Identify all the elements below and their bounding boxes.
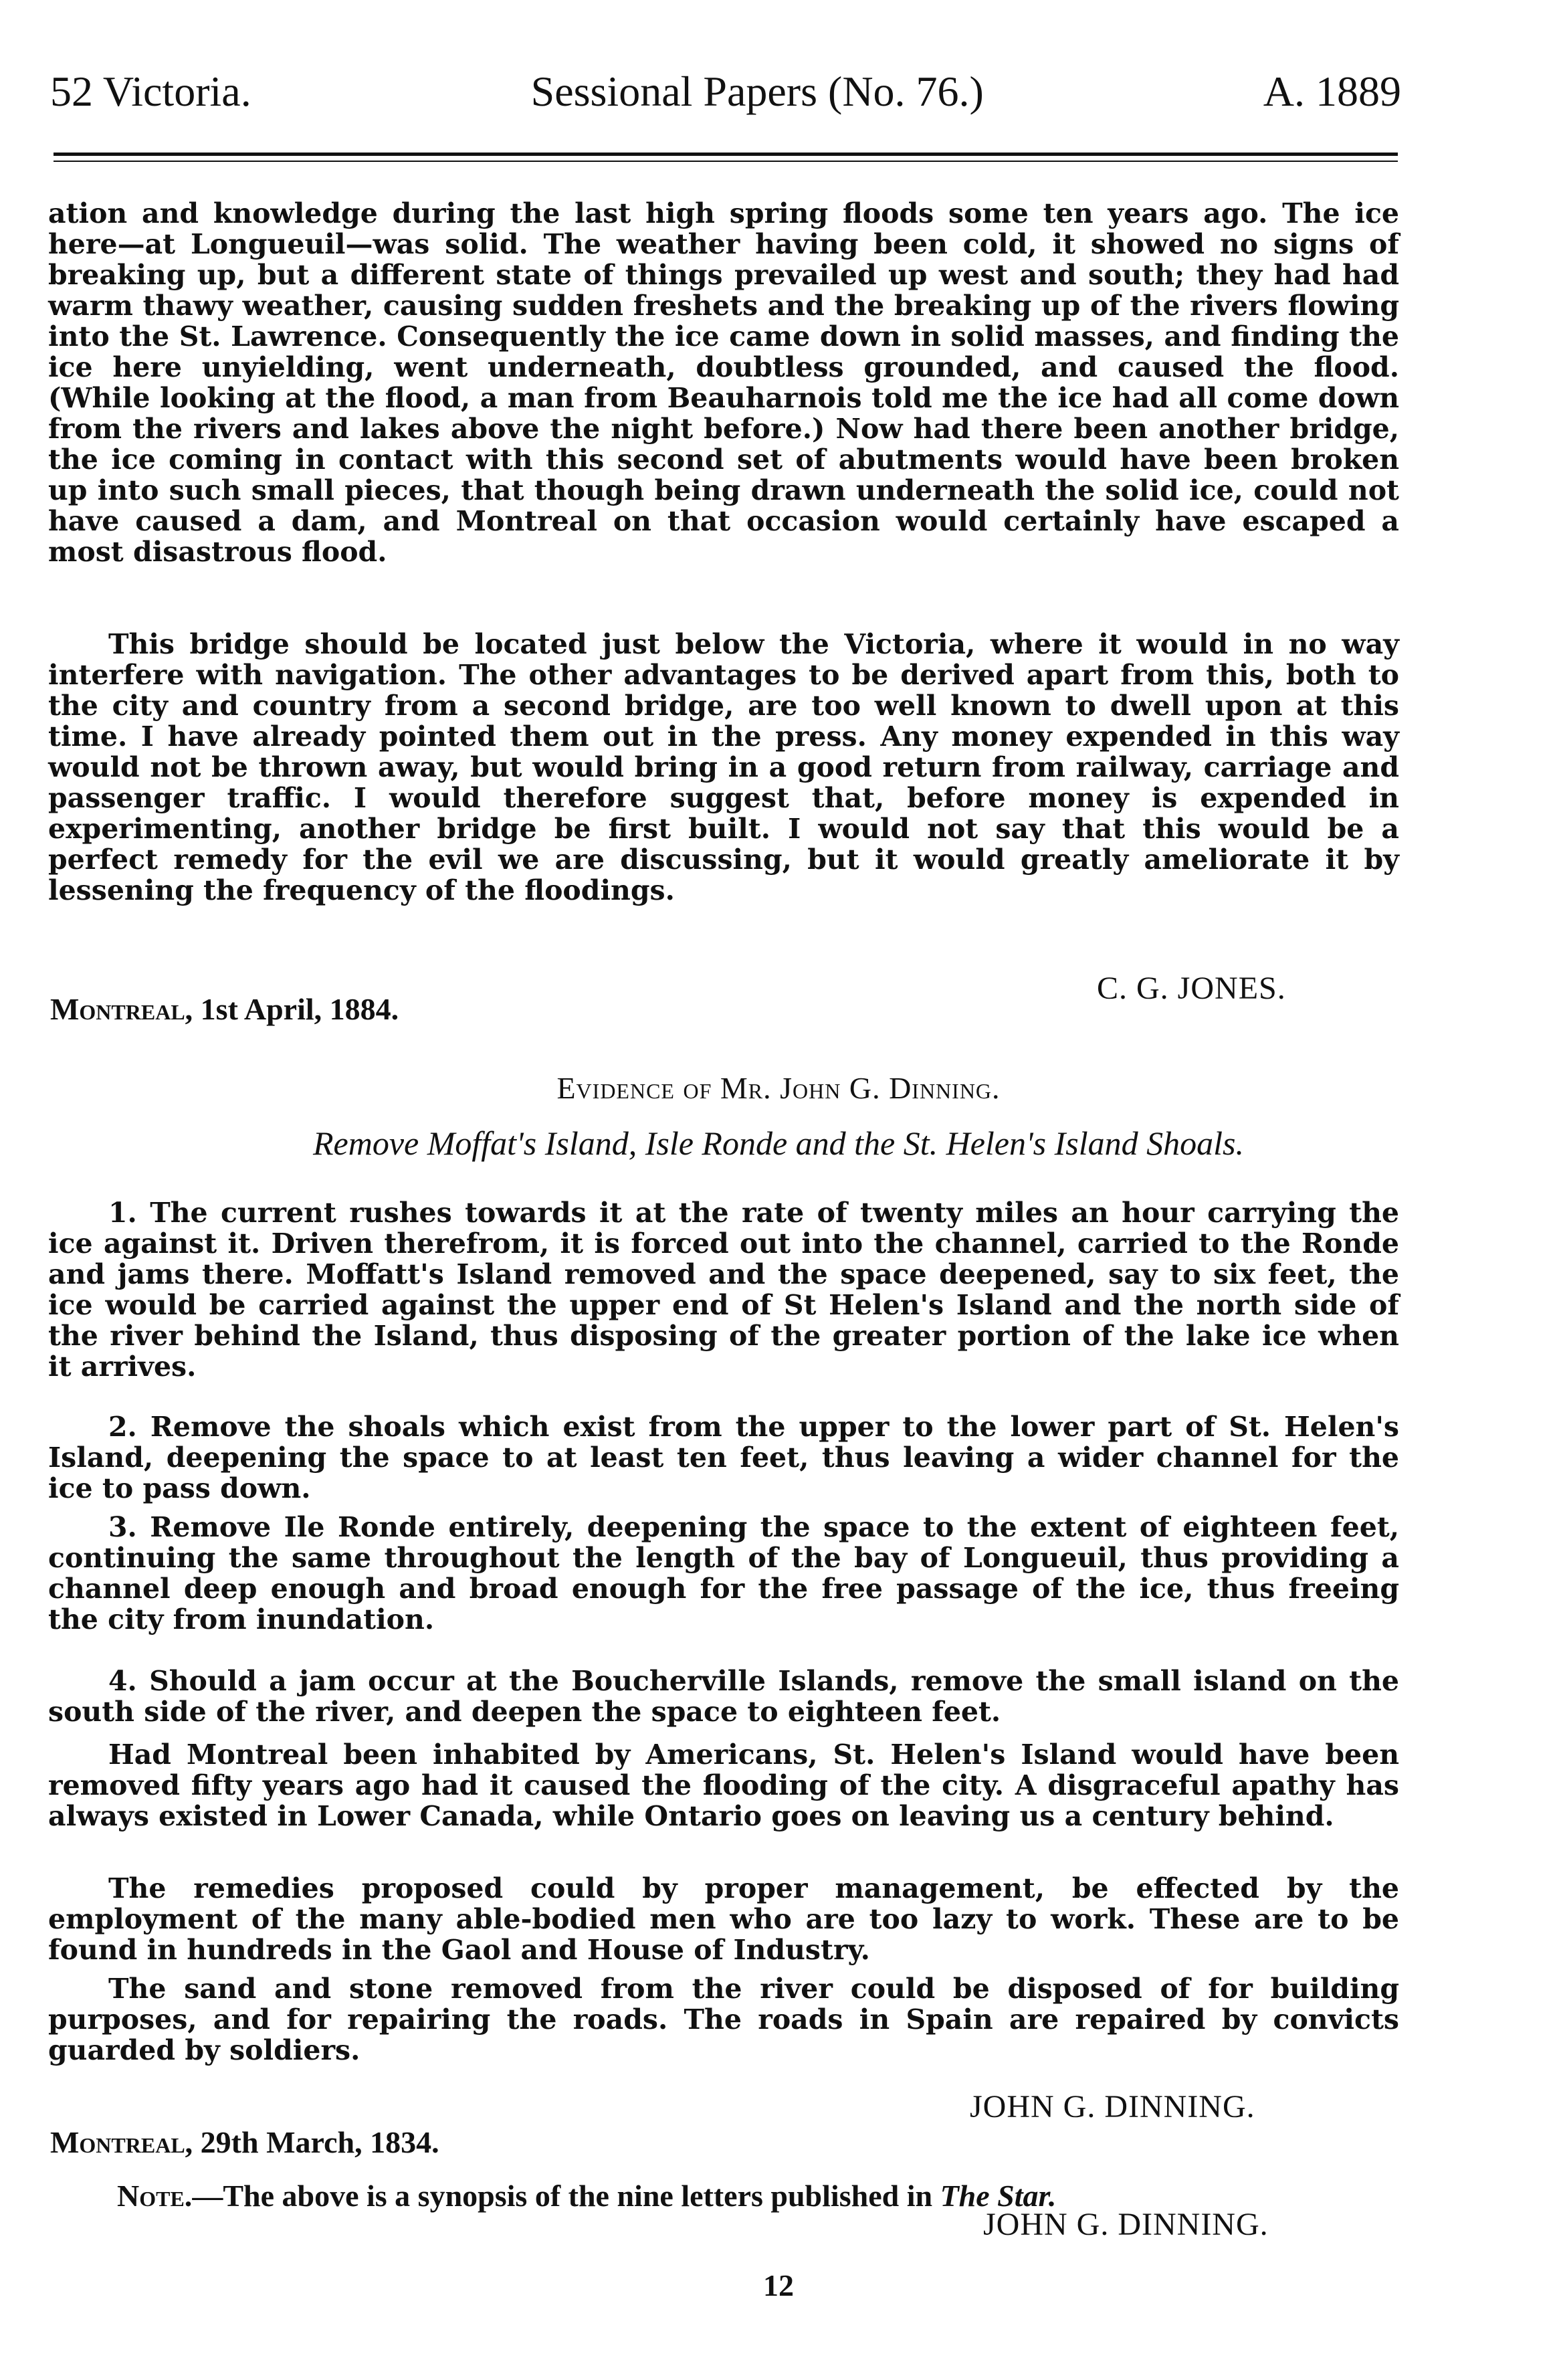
dinning-dateline-date: 29th March, 1834. <box>200 2125 439 2159</box>
header-year: A. 1889 <box>1263 68 1401 115</box>
dinning-item-2: 2. Remove the shoals which exist from the upper to the lower part of St. Helen's Island, deepening the space to at least ten feet, thus leaving a wider channel for the ice to pass down. <box>48 1411 1399 1504</box>
jones-paragraph-1: ation and knowledge during the last high spring floods some ten years ago. The ice here—at Longueuil—was solid. The weather having been cold, it showed no signs of breaking up, but a different state of things prevailed up west and south; they had had warm thawy weather, causing sudden freshets and the breaking up of the rivers flowing into the St. Lawrence. Consequently the ice came down in solid masses, and finding the ice here unyielding, went underneath, doubtless grounded, and caused the flood. (While looking at the flood, a man from Beauharnois told me the ice had all come down from the rivers and lakes above the night before.) Now had there been another bridge, the ice coming in contact with this second set of abutments would have been broken up into such small pieces, that though being drawn underneath the solid ice, could not have caused a dam, and Montreal on that occasion would certainly have escaped a most disastrous flood. <box>48 197 1399 568</box>
dinning-paragraph-remedies: The remedies proposed could by proper management, be effected by the employment of the many able-bodied men who are too lazy to work. These are to be found in hundreds in the Gaol and House of Industry. <box>48 1872 1399 1966</box>
dinning-signature: JOHN G. DINNING. <box>970 2089 1255 2124</box>
dinning-dateline-place: Montreal, <box>50 2125 193 2159</box>
dinning-item-4: 4. Should a jam occur at the Boucherville Islands, remove the small island on the south side of the river, and deepen the space to eighteen feet. <box>48 1665 1399 1728</box>
header-title: Sessional Papers (No. 76.) <box>530 68 984 115</box>
header-rule-thin <box>54 161 1398 162</box>
page-number: 12 <box>763 2268 794 2302</box>
jones-paragraph-2: This bridge should be located just below the Victoria, where it would in no way interfere with navigation. The other advantages to be derived apart from this, both to the city and country from a second bridge, are too well known to dwell upon at this time. I have already pointed them out in the press. Any money expended in this way would not be thrown away, but would bring in a good return from railway, carriage and passenger traffic. I would therefore suggest that, before money is expended in experimenting, another bridge be first built. I would not say that this would be a perfect remedy for the evil we are discussing, but it would greatly ameliorate it by lessening the frequency of the floodings. <box>48 628 1399 906</box>
dinning-paragraph-americans: Had Montreal been inhabited by Americans, St. Helen's Island would have been removed fifty years ago had it caused the flooding of the city. A disgraceful apathy has always existed in Lower Canada, while Ontario goes on leaving us a century behind. <box>48 1739 1399 1832</box>
header-volume: 52 Victoria. <box>50 68 251 115</box>
dinning-item-3: 3. Remove Ile Ronde entirely, deepening the space to the extent of eighteen feet, continuing the same throughout the length of the bay of Longueuil, thus providing a channel deep enough and broad enough for the free passage of the ice, thus freeing the city from inundation. <box>48 1511 1399 1635</box>
note-newspaper: The Star. <box>940 2179 1057 2213</box>
note-signature: JOHN G. DINNING. <box>983 2207 1269 2242</box>
header-rule-thick <box>54 153 1398 156</box>
dinning-item-1: 1. The current rushes towards it at the rate of twenty miles an hour carrying the ice against it. Driven therefrom, it is forced out into the channel, carried to the Ronde and jams there. Moffatt's Island removed and the space deepened, say to six feet, the ice would be carried against the upper end of St Helen's Island and the north side of the river behind the Island, thus disposing of the greater portion of the lake ice when it arrives. <box>48 1197 1399 1383</box>
dinning-dateline <box>50 2124 439 2160</box>
jones-signature: C. G. JONES. <box>1097 971 1286 1006</box>
evidence-subheading: Remove Moffat's Island, Isle Ronde and the St. Helen's Island Shoals. <box>313 1124 1244 1162</box>
jones-dateline-place: Montreal, <box>50 992 193 1026</box>
jones-dateline-date: 1st April, 1884. <box>200 992 399 1026</box>
dinning-paragraph-sand: The sand and stone removed from the river could be disposed of for building purposes, and for repairing the roads. The roads in Spain are repaired by convicts guarded by soldiers. <box>48 1973 1399 2066</box>
note-label: Note. <box>117 2179 193 2213</box>
jones-dateline <box>50 991 399 1027</box>
note-text: —The above is a synopsis of the nine letters published in <box>192 2179 940 2213</box>
running-header <box>50 67 1401 116</box>
evidence-heading: Evidence of Mr. John G. Dinning. <box>556 1071 1001 1105</box>
